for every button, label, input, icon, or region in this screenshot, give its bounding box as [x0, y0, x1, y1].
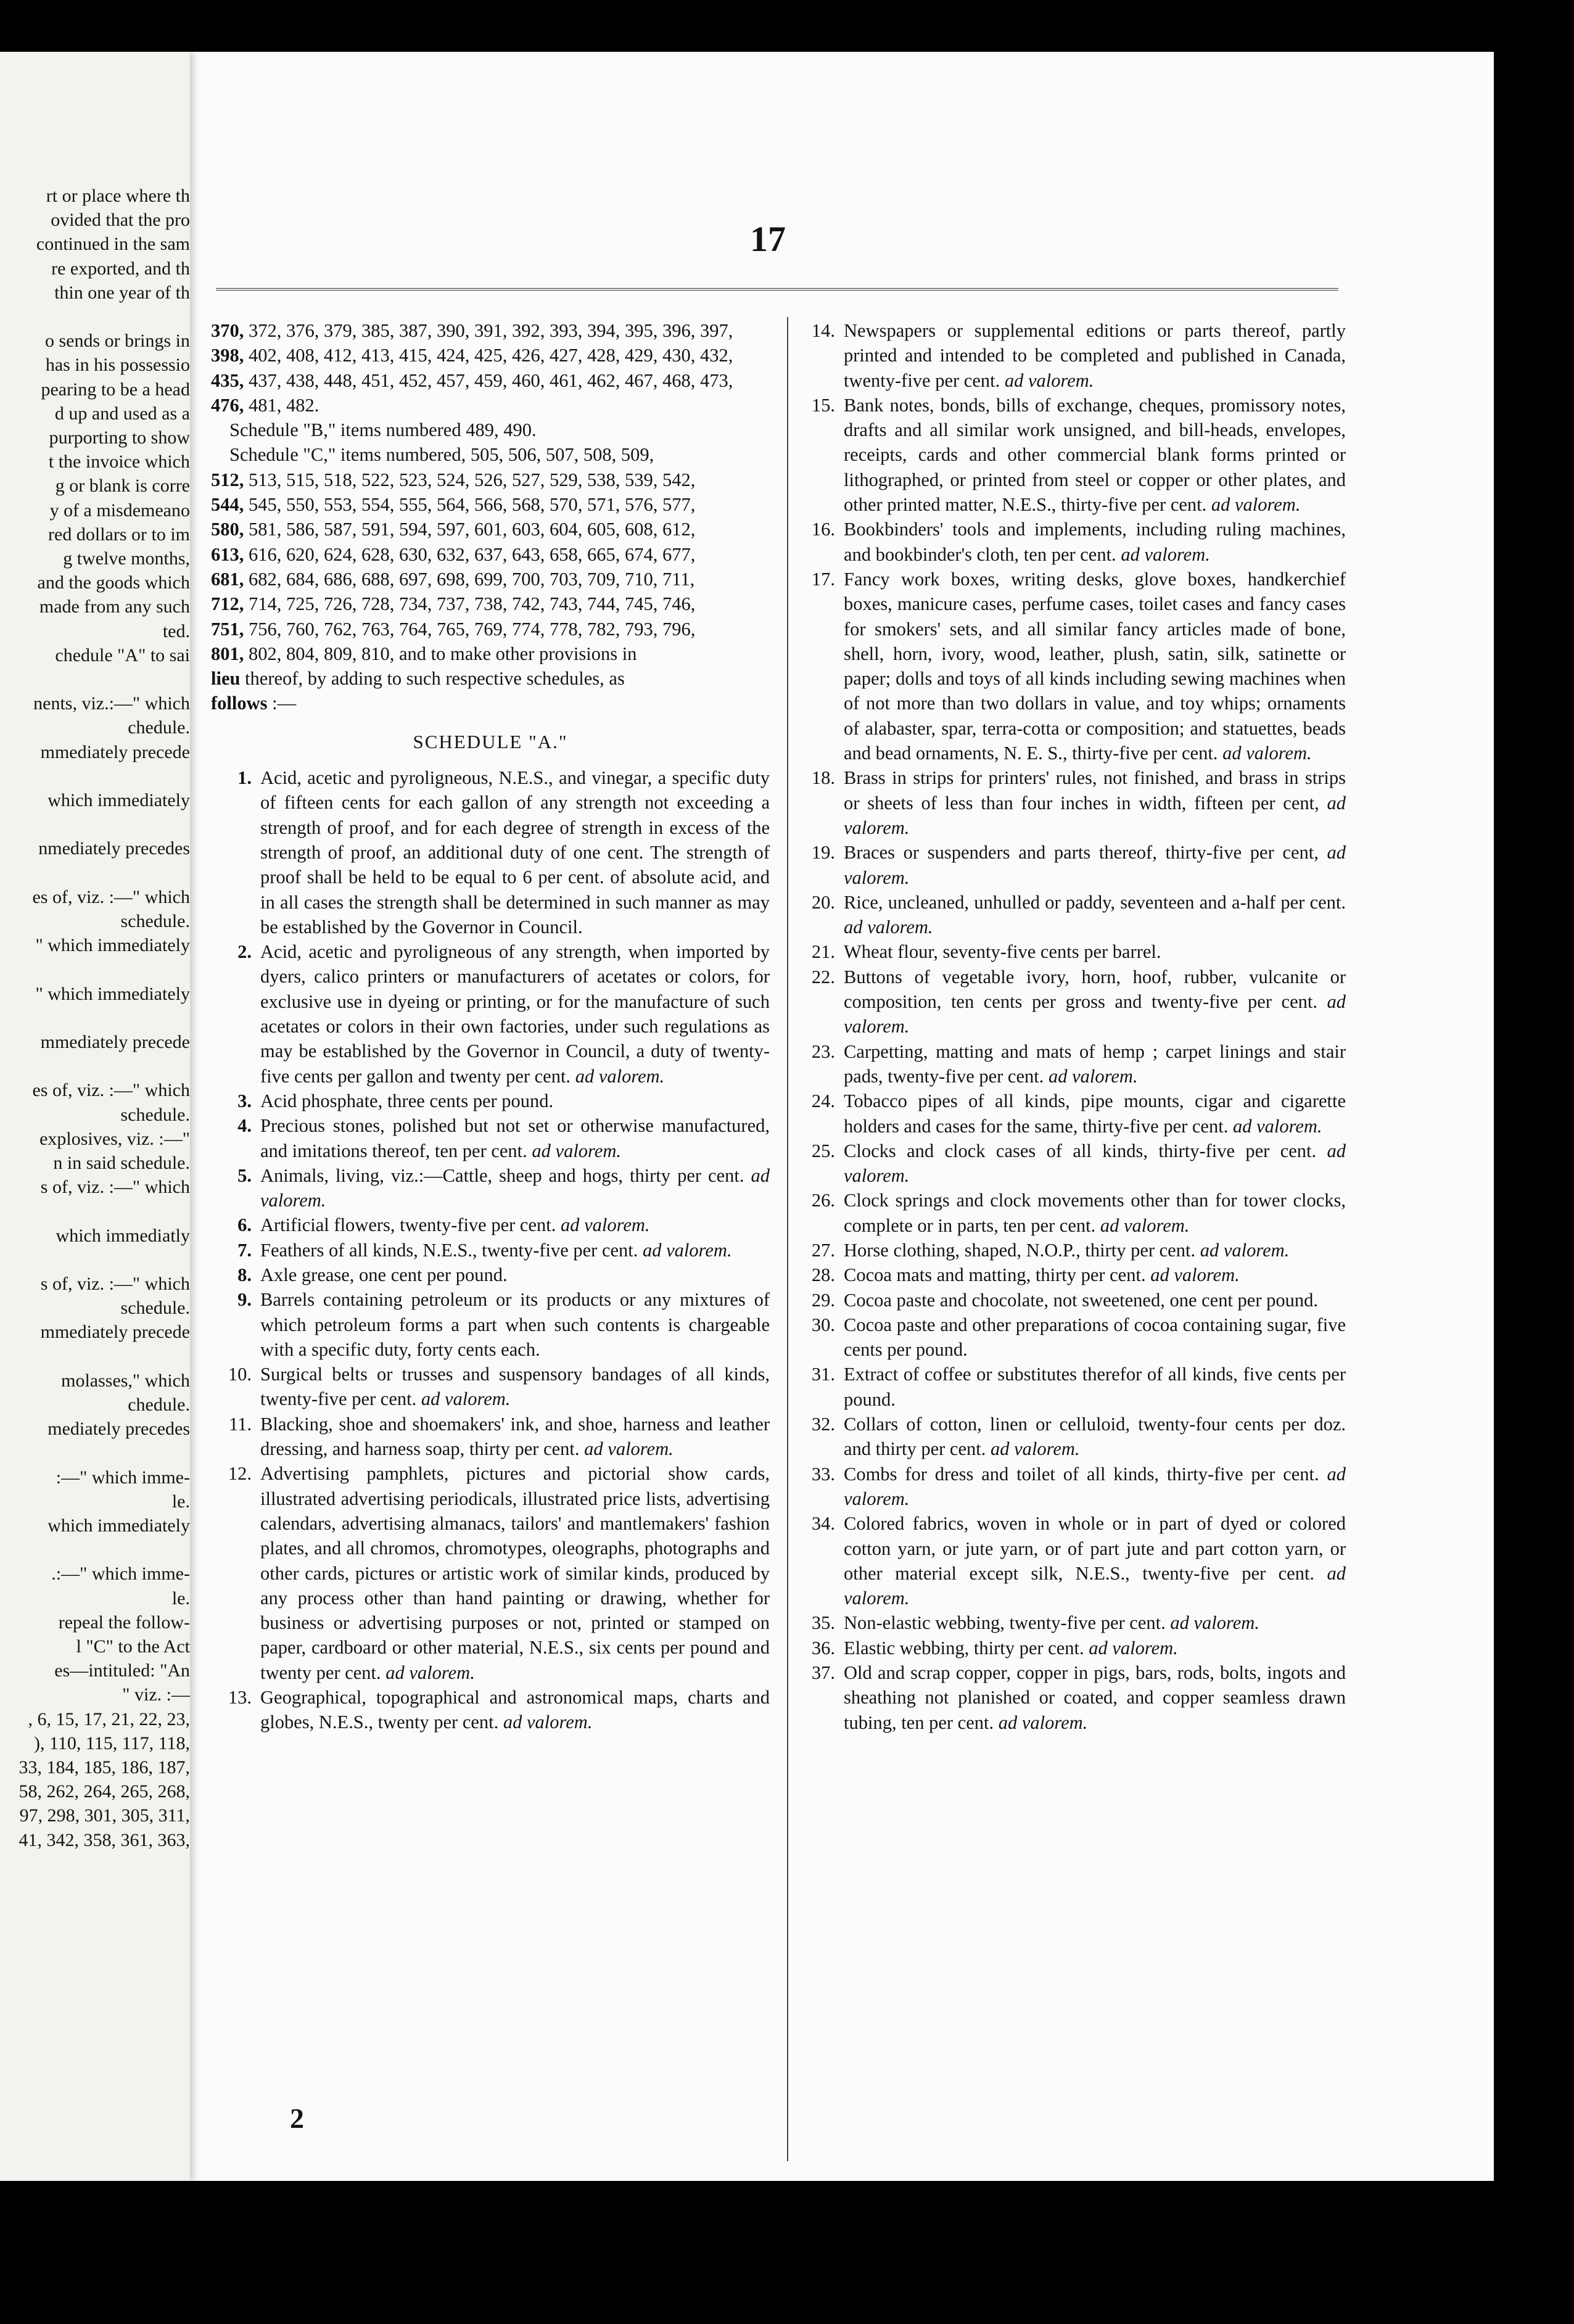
prev-page-line: le.: [171, 1491, 190, 1512]
item-body: Cocoa mats and matting, thirty per cent.: [844, 1264, 1146, 1286]
item-text: [844, 1462, 1346, 1512]
item-body: Carpetting, matting and mats of hemp ; carpet linings and stair pads, twenty-five per cent.: [844, 1040, 1346, 1087]
schedule-item: [211, 1362, 770, 1412]
item-number: 14.: [811, 320, 835, 341]
schedule-items-left: [211, 765, 770, 1735]
line-lead: 580,: [211, 519, 244, 540]
schedule-item: [211, 1113, 770, 1163]
prev-page-line: , 6, 15, 17, 21, 22, 23,: [28, 1708, 190, 1729]
ad-valorem-label: ad valorem.: [503, 1712, 593, 1733]
prev-page-line: made from any such: [39, 596, 190, 617]
line-lead: 801,: [211, 643, 244, 664]
item-body: Advertising pamphlets, pictures and pictorial show cards, illustrated advertising periodicals, illustrated price lists, advertising calendars, advertising almanacs, tailors' and mantlemakers' fashion plates, and all chromos, chromotypes, oleographs, photographs and other cards, pictures or artistic work of similar kinds, produced by any process other than hand painting or drawing, whether for business or advertising purposes or not, printed or stamped on paper, cardboard or other material, N.E.S., six cents per pound and twenty per cent.: [260, 1463, 770, 1683]
item-text: [844, 1511, 1346, 1610]
prev-page-line: d up and used as a: [54, 403, 190, 424]
item-number: 24.: [811, 1090, 835, 1112]
number-list-line: [211, 666, 770, 691]
prev-page-line: which immediatly: [56, 1225, 190, 1246]
line-text: 616, 620, 624, 628, 630, 632, 637, 643, 658, 665, 674, 677,: [244, 543, 696, 565]
prev-page-line: t the invoice which: [48, 451, 190, 472]
number-list-line: [211, 517, 770, 542]
item-text: [844, 840, 1346, 890]
item-body: Fancy work boxes, writing desks, glove boxes, handkerchief boxes, manicure cases, perfume cases, toilet cases and fancy cases for smokers' sets, and all similar fancy articles made of bone, shell, horn, ivory, wood, leather, plush, satin, silk, satinette or paper; dolls and toys of all kinds including sewing machines when of not more than two dollars in value, and toy whips; ornaments of alabaster, spar, terra-cotta or composition; and statuettes, beads and bead ornaments, N. E. S., thirty-five per cent.: [844, 568, 1346, 764]
prev-page-line: mmediately precede: [40, 741, 190, 762]
line-lead: follows: [211, 693, 268, 714]
line-lead: 398,: [211, 345, 244, 366]
item-number: 19.: [811, 842, 835, 863]
line-lead: 370,: [211, 320, 244, 341]
ad-valorem-label: ad valorem.: [1232, 1115, 1322, 1137]
ad-valorem-label: ad valorem.: [998, 1712, 1088, 1733]
item-body: Collars of cotton, linen or celluloid, twenty-four cents per doz. and thirty per cent.: [844, 1414, 1346, 1460]
line-text: 714, 725, 726, 728, 734, 737, 738, 742, 743, 744, 745, 746,: [244, 593, 696, 615]
line-text: 581, 586, 587, 591, 594, 597, 601, 603, 604, 605, 608, 612,: [244, 519, 696, 540]
item-body: Non-elastic webbing, twenty-five per cent.: [844, 1612, 1166, 1634]
ad-valorem-label: ad valorem.: [1222, 743, 1312, 764]
item-number: 21.: [811, 941, 835, 963]
item-text: [844, 1412, 1346, 1462]
schedule-item: [794, 765, 1346, 840]
ad-valorem-label: ad valorem.: [1200, 1239, 1290, 1261]
line-lead: 435,: [211, 369, 244, 391]
prev-page-line: :—" which imme-: [56, 1467, 190, 1488]
item-number: 18.: [811, 767, 835, 789]
prev-page-line: n in said schedule.: [53, 1153, 190, 1173]
line-text: 402, 408, 412, 413, 415, 424, 425, 426, 427, 428, 429, 430, 432,: [244, 345, 733, 366]
number-list-line: [211, 567, 770, 591]
prev-page-line: " viz. :—: [122, 1684, 190, 1705]
schedule-item: [211, 1213, 770, 1237]
ad-valorem-label: ad valorem.: [1100, 1214, 1190, 1236]
ad-valorem-label: ad valorem.: [844, 1463, 1346, 1509]
item-body: Brass in strips for printers' rules, not finished, and brass in strips or sheets of less than four inches in width, fifteen per cent,: [844, 767, 1346, 814]
item-number: 25.: [811, 1140, 835, 1161]
item-number: 26.: [811, 1190, 835, 1211]
schedule-item: [794, 1636, 1346, 1660]
item-text: [844, 765, 1346, 840]
item-body: Precious stones, polished but not set or otherwise manufactured, and imitations thereof, ten per cent.: [260, 1115, 770, 1161]
prev-page-line: 58, 262, 264, 265, 268,: [19, 1781, 190, 1802]
prev-page-line: nmediately precedes: [38, 838, 190, 859]
ad-valorem-label: ad valorem.: [1004, 369, 1094, 391]
schedule-item: [794, 1312, 1346, 1362]
number-list-line: [211, 442, 770, 467]
item-text: [844, 567, 1346, 765]
prev-page-line: re exported, and th: [51, 258, 190, 279]
schedule-item: [794, 1660, 1346, 1735]
ad-valorem-label: ad valorem.: [844, 842, 1346, 888]
item-number: 15.: [811, 394, 835, 416]
schedule-item: [794, 1288, 1346, 1312]
item-text: [844, 1089, 1346, 1139]
prev-page-line: rt or place where th: [46, 186, 190, 206]
item-body: Rice, uncleaned, unhulled or paddy, seventeen and a-half per cent.: [844, 891, 1346, 913]
item-body: Bookbinders' tools and implements, including ruling machines, and bookbinder's cloth, ten per cent.: [844, 519, 1346, 565]
item-text: [844, 1362, 1346, 1412]
prev-page-line: continued in the sam: [36, 234, 190, 255]
item-number: 29.: [811, 1289, 835, 1311]
ad-valorem-label: ad valorem.: [260, 1164, 770, 1211]
prev-page-line: has in his possessio: [45, 355, 190, 376]
schedule-item: [794, 840, 1346, 890]
ad-valorem-label: ad valorem.: [1170, 1612, 1259, 1634]
item-text: [844, 393, 1346, 517]
line-lead: 712,: [211, 593, 244, 615]
item-number: 32.: [811, 1414, 835, 1435]
prev-page-line: es—intituled: "An: [54, 1660, 190, 1681]
item-body: Bank notes, bonds, bills of exchange, cheques, promissory notes, drafts and all similar work unsigned, and bill-heads, envelopes, receipts, cards and other commercial blank forms printed or lithographed, or printed from steel or copper or other plates, and other printed matter, N.E.S., thirty-five per cent.: [844, 394, 1346, 516]
prev-page-line: chedule "A" to sai: [55, 645, 190, 665]
prev-page-line: thin one year of th: [54, 282, 190, 303]
item-body: Artificial flowers, twenty-five per cent.: [260, 1214, 556, 1236]
header-rule: [216, 288, 1338, 290]
number-list-line: [211, 492, 770, 517]
prev-page-line: es of, viz. :—" which: [32, 1080, 190, 1101]
item-text: [260, 1685, 770, 1735]
ad-valorem-label: ad valorem.: [532, 1140, 621, 1161]
line-text: Schedule "C," items numbered, 505, 506, 507, 508, 509,: [229, 444, 654, 466]
item-body: Geographical, topographical and astronomical maps, charts and globes, N.E.S., twenty per cent.: [260, 1687, 770, 1733]
prev-page-line: s of, viz. :—" which: [40, 1274, 190, 1294]
item-text: [260, 1412, 770, 1462]
line-text: 756, 760, 762, 763, 764, 765, 769, 774, 778, 782, 793, 796,: [244, 618, 696, 640]
schedule-item: [794, 567, 1346, 765]
ad-valorem-label: ad valorem.: [575, 1065, 665, 1087]
prev-page-line: ), 110, 115, 117, 118,: [33, 1733, 190, 1753]
item-body: Animals, living, viz.:—Cattle, sheep and hogs, thirty per cent.: [260, 1164, 744, 1186]
schedule-item: [794, 517, 1346, 567]
prev-page-line: purporting to show: [49, 427, 190, 448]
prev-page-line: schedule.: [120, 911, 190, 931]
ad-valorem-label: ad valorem.: [1211, 494, 1301, 516]
item-body: Tobacco pipes of all kinds, pipe mounts, cigar and cigarette holders and cases for the same, thirty-five per cent.: [844, 1090, 1346, 1137]
item-number: 6.: [237, 1214, 252, 1236]
schedule-item: [211, 1238, 770, 1263]
number-list-line: [211, 591, 770, 616]
prev-page-line: s of, viz. :—" which: [40, 1177, 190, 1198]
item-body: Horse clothing, shaped, N.O.P., thirty per cent.: [844, 1239, 1196, 1261]
item-number: 3.: [237, 1090, 252, 1111]
previous-page-edge: [0, 52, 190, 2181]
item-body: Feathers of all kinds, N.E.S., twenty-five per cent.: [260, 1239, 638, 1261]
prev-page-line: ted.: [162, 620, 190, 641]
schedule-item: [794, 1412, 1346, 1462]
ad-valorem-label: ad valorem.: [1150, 1264, 1240, 1286]
line-text: 802, 804, 809, 810, and to make other provisions in: [244, 643, 637, 664]
item-number: 31.: [811, 1364, 835, 1385]
schedule-item: [794, 965, 1346, 1039]
schedule-heading: SCHEDULE "A.": [413, 730, 568, 752]
item-number: 23.: [811, 1040, 835, 1062]
item-body: Old and scrap copper, copper in pigs, bars, rods, bolts, ingots and sheathing not planished or coated, and copper seamless drawn tubing, ten per cent.: [844, 1662, 1346, 1733]
item-text: [260, 1287, 770, 1362]
schedule-item: [794, 1188, 1346, 1238]
item-text: [260, 1238, 770, 1263]
item-text: [844, 890, 1346, 940]
prev-page-line: pearing to be a head: [41, 379, 190, 400]
schedule-item: [211, 1685, 770, 1735]
item-number: 35.: [811, 1612, 835, 1634]
ad-valorem-label: ad valorem.: [1121, 543, 1210, 565]
line-text: 372, 376, 379, 385, 387, 390, 391, 392, 393, 394, 395, 396, 397,: [244, 320, 733, 341]
item-number: 30.: [811, 1314, 835, 1335]
prev-page-line: mmediately precede: [40, 1032, 190, 1052]
item-body: Cocoa paste and other preparations of cocoa containing sugar, five cents per pound.: [844, 1314, 1346, 1361]
item-text: [260, 939, 770, 1089]
item-text: [260, 765, 770, 939]
item-body: Axle grease, one cent per pound.: [260, 1264, 508, 1285]
item-text: [844, 1660, 1346, 1735]
line-text: 545, 550, 553, 554, 555, 564, 566, 568, 570, 571, 576, 577,: [244, 494, 696, 516]
item-body: Cocoa paste and chocolate, not sweetened, one cent per pound.: [844, 1289, 1318, 1311]
item-body: Acid, acetic and pyroligneous of any strength, when imported by dyers, calico printers or manufacturers of acetates or colors, for exclusive use in dyeing or printing, or for the manufacture of such acetates or colors in their own factories, under such regulations as may be established by the Governor in Council, a duty of twenty-five cents per gallon and twenty per cent.: [260, 941, 770, 1087]
prev-page-line: which immediately: [47, 1515, 190, 1536]
item-body: Wheat flour, seventy-five cents per barrel.: [844, 941, 1161, 963]
signature-mark: 2: [290, 2103, 304, 2134]
schedule-item: [794, 318, 1346, 393]
item-body: Acid phosphate, three cents per pound.: [260, 1090, 554, 1111]
line-lead: 613,: [211, 543, 244, 565]
schedule-item: [794, 393, 1346, 517]
number-list-line: [211, 617, 770, 641]
item-number: 37.: [811, 1662, 835, 1684]
item-body: Barrels containing petroleum or its products or any mixtures of which petroleum forms a part when such contents is chargeable with a specific duty, forty cents each.: [260, 1289, 770, 1360]
column-divider: [787, 317, 788, 2161]
ad-valorem-label: ad valorem.: [1089, 1637, 1178, 1659]
schedule-item: [794, 1511, 1346, 1610]
ad-valorem-label: ad valorem.: [643, 1239, 732, 1261]
schedule-items-right: [794, 318, 1346, 1735]
item-number: 36.: [811, 1637, 835, 1659]
number-list-line: [211, 641, 770, 666]
schedule-item: [211, 1287, 770, 1362]
item-text: [260, 1213, 770, 1237]
ad-valorem-label: ad valorem.: [990, 1438, 1080, 1460]
line-text: 682, 684, 686, 688, 697, 698, 699, 700, 703, 709, 710, 711,: [244, 568, 695, 590]
left-column: [211, 318, 770, 1735]
item-body: Newspapers or supplemental editions or parts thereof, partly printed and intended to be completed and published in Canada, twenty-five per cent.: [844, 320, 1346, 391]
item-number: 22.: [811, 966, 835, 987]
prev-page-line: " which immediately: [35, 935, 190, 956]
prev-page-line: y of a misdemeano: [49, 500, 190, 521]
item-body: Buttons of vegetable ivory, horn, hoof, rubber, vulcanite or composition, ten cents per gross and twenty-five per cent.: [844, 966, 1346, 1013]
prev-page-line: o sends or brings in: [45, 331, 190, 352]
prev-page-line: nents, viz.:—" which: [33, 693, 190, 714]
number-list-line: [211, 343, 770, 368]
line-text: :—: [267, 693, 297, 714]
prev-page-line: .:—" which imme-: [51, 1564, 190, 1584]
prev-page-line: schedule.: [120, 1298, 190, 1319]
ad-valorem-label: ad valorem.: [844, 991, 1346, 1037]
prev-page-line: g twelve months,: [63, 548, 190, 569]
item-text: [844, 1610, 1346, 1635]
schedule-item: [794, 939, 1346, 964]
item-body: Combs for dress and toilet of all kinds, thirty-five per cent.: [844, 1463, 1319, 1485]
item-text: [260, 1163, 770, 1213]
item-text: [260, 1089, 770, 1113]
item-number: 13.: [228, 1687, 252, 1708]
number-list-line: [211, 468, 770, 492]
schedule-item: [794, 1238, 1346, 1263]
prev-page-line: which immediately: [47, 790, 190, 810]
item-text: [260, 1461, 770, 1685]
prev-page-line: and the goods which: [37, 572, 190, 593]
line-text: 437, 438, 448, 451, 452, 457, 459, 460, 461, 462, 467, 468, 473,: [244, 369, 733, 391]
item-number: 5.: [237, 1164, 252, 1186]
item-text: [260, 1362, 770, 1412]
line-lead: 681,: [211, 568, 244, 590]
item-number: 27.: [811, 1239, 835, 1261]
line-lead: lieu: [211, 668, 241, 690]
prev-page-line: 41, 342, 358, 361, 363,: [19, 1829, 190, 1850]
item-body: Clocks and clock cases of all kinds, thirty-five per cent.: [844, 1140, 1317, 1161]
line-lead: 751,: [211, 618, 244, 640]
item-text: [844, 1288, 1346, 1312]
line-text: 513, 515, 518, 522, 523, 524, 526, 527, 529, 538, 539, 542,: [244, 469, 696, 490]
item-number: 34.: [811, 1513, 835, 1535]
ad-valorem-label: ad valorem.: [560, 1214, 650, 1236]
prev-page-line: ovided that the pro: [51, 210, 190, 231]
item-body: Acid, acetic and pyroligneous, N.E.S., and vinegar, a specific duty of fifteen cents for each gallon of any strength not exceeding a strength of proof, and for each degree of strength in excess of the strength of proof, an additional duty of one cent. The strength of proof shall be held to be equal to 6 per cent. of absolute acid, and in all cases the strength shall be determined in such manner as may be established by the Governor in Council.: [260, 767, 770, 937]
ad-valorem-label: ad valorem.: [844, 917, 933, 938]
schedule-a-item-list: [211, 318, 770, 418]
item-text: [844, 1263, 1346, 1287]
item-number: 9.: [237, 1289, 252, 1311]
item-number: 16.: [811, 519, 835, 540]
prev-page-line: l "C" to the Act: [76, 1636, 190, 1657]
item-number: 20.: [811, 891, 835, 913]
item-body: Blacking, shoe and shoemakers' ink, and shoe, harness and leather dressing, and harness soap, thirty per cent.: [260, 1413, 770, 1460]
schedule-item: [794, 1362, 1346, 1412]
item-number: 1.: [237, 767, 252, 789]
line-text: thereof, by adding to such respective schedules, as: [240, 668, 625, 690]
item-text: [844, 1039, 1346, 1089]
number-list-line: [211, 542, 770, 567]
schedule-b-line: Schedule "B," items numbered 489, 490.: [229, 419, 537, 441]
ad-valorem-label: ad valorem.: [584, 1438, 674, 1460]
number-list-line: [211, 691, 770, 715]
schedule-item: [794, 1039, 1346, 1089]
ad-valorem-label: ad valorem.: [385, 1662, 475, 1683]
item-body: Surgical belts or trusses and suspensory bandages of all kinds, twenty-five per cent.: [260, 1364, 770, 1410]
schedule-item: [211, 939, 770, 1089]
ad-valorem-label: ad valorem.: [844, 1562, 1346, 1609]
item-number: 10.: [228, 1364, 252, 1385]
prev-page-line: red dollars or to im: [48, 524, 190, 545]
prev-page-line: 97, 298, 301, 305, 311,: [19, 1805, 190, 1826]
line-text: 481, 482.: [244, 394, 319, 416]
prev-page-line: explosives, viz. :—": [39, 1128, 190, 1149]
schedule-item: [794, 1263, 1346, 1287]
prev-page-line: 33, 184, 185, 186, 187,: [19, 1757, 190, 1778]
item-text: [844, 1312, 1346, 1362]
number-list-line: [211, 368, 770, 393]
item-text: [844, 1636, 1346, 1660]
schedule-item: [794, 890, 1346, 940]
item-number: 4.: [237, 1115, 252, 1137]
right-column: [794, 318, 1346, 1735]
item-body: Elastic webbing, thirty per cent.: [844, 1637, 1084, 1659]
item-text: [260, 1113, 770, 1163]
ad-valorem-label: ad valorem.: [421, 1388, 511, 1410]
item-number: 11.: [229, 1413, 252, 1435]
schedule-item: [211, 1412, 770, 1462]
schedule-item: [211, 1089, 770, 1113]
item-number: 33.: [811, 1463, 835, 1485]
item-text: [844, 1238, 1346, 1263]
ad-valorem-label: ad valorem.: [1049, 1065, 1138, 1087]
item-body: Colored fabrics, woven in whole or in part of dyed or colored cotton yarn, or jute yarn, or of part jute and part cotton yarn, or other material except silk, N.E.S., twenty-five per cent.: [844, 1513, 1346, 1584]
prev-page-line: chedule.: [128, 1395, 190, 1415]
schedule-item: [794, 1462, 1346, 1512]
item-number: 8.: [237, 1264, 252, 1285]
ad-valorem-label: ad valorem.: [844, 1140, 1346, 1187]
item-number: 28.: [811, 1264, 835, 1286]
item-body: Braces or suspenders and parts thereof, thirty-five per cent,: [844, 842, 1319, 863]
line-lead: 512,: [211, 469, 244, 490]
line-lead: 476,: [211, 394, 244, 416]
item-number: 12.: [228, 1463, 252, 1485]
item-body: Clock springs and clock movements other than for tower clocks, complete or in parts, ten per cent.: [844, 1190, 1346, 1236]
number-list-line: [211, 393, 770, 418]
prev-page-line: g or blank is corre: [55, 476, 190, 497]
prev-page-line: molasses," which: [61, 1370, 190, 1391]
item-number: 2.: [237, 941, 252, 963]
prev-page-line: mmediately precede: [40, 1322, 190, 1343]
page-sheet: [0, 52, 1494, 2181]
item-text: [844, 1139, 1346, 1189]
schedule-item: [211, 1163, 770, 1213]
schedule-item: [211, 1263, 770, 1287]
prev-page-line: chedule.: [128, 717, 190, 738]
prev-page-line: " which immediately: [35, 983, 190, 1004]
item-text: [844, 318, 1346, 393]
item-text: [844, 517, 1346, 567]
prev-page-line: es of, viz. :—" which: [32, 886, 190, 907]
schedule-item: [794, 1139, 1346, 1189]
schedule-item: [211, 1461, 770, 1685]
prev-page-line: mediately precedes: [47, 1419, 190, 1440]
item-number: 7.: [237, 1239, 252, 1261]
prev-page-line: le.: [171, 1588, 190, 1609]
prev-page-line: repeal the follow-: [58, 1612, 190, 1633]
item-number: 17.: [811, 568, 835, 590]
item-text: [260, 1263, 770, 1287]
page-number: 17: [750, 219, 786, 259]
prev-page-line: schedule.: [120, 1104, 190, 1125]
schedule-item: [211, 765, 770, 939]
schedule-item: [794, 1610, 1346, 1635]
ad-valorem-label: ad valorem.: [844, 792, 1346, 838]
item-body: Extract of coffee or substitutes therefor of all kinds, five cents per pound.: [844, 1364, 1346, 1410]
item-text: [844, 1188, 1346, 1238]
item-text: [844, 965, 1346, 1039]
number-list-line: [211, 318, 770, 343]
schedule-item: [794, 1089, 1346, 1139]
line-lead: 544,: [211, 494, 244, 516]
schedule-c-item-list: [211, 442, 770, 715]
item-text: [844, 939, 1346, 964]
